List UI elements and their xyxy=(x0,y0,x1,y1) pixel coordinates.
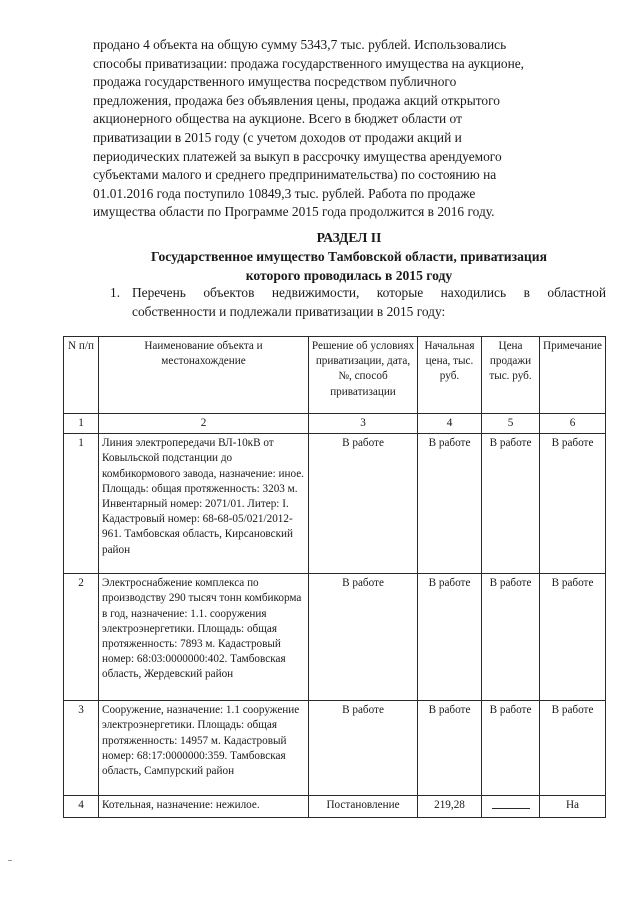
sale-price: В работе xyxy=(482,434,540,574)
object-name: Линия электропередачи ВЛ-10кВ от Ковыльской подстанции до комбикормового завода, назначение: иное. Площадь: общая протяженность: 3203 м. Инвентарный номер: 2071/01. Литер: I. Кадастровый номер: 68-68-05/021/2012-961. Тамбовская область, Кирсановский район xyxy=(99,434,309,574)
table-row xyxy=(64,434,606,574)
sale-price xyxy=(482,796,540,818)
sale-price: В работе xyxy=(482,574,540,701)
column-header: Решение об условиях приватизации, дата, №, способ приватизации xyxy=(309,337,418,414)
scan-mark xyxy=(8,860,12,861)
list-item-text: Перечень объектов недвижимости, которые находились в областной собственности и подлежали приватизации в 2015 году: xyxy=(132,285,606,319)
column-header: Примечание xyxy=(540,337,606,414)
row-number: 2 xyxy=(64,574,99,701)
intro-line: приватизации в 2015 году (с учетом доходов от продажи акций и xyxy=(93,129,462,145)
table-header-row xyxy=(64,337,606,414)
column-number-row xyxy=(64,414,606,434)
start-price: 219,28 xyxy=(418,796,482,818)
object-name: Электроснабжение комплекса по производству 290 тысяч тонн комбикорма в год, назначение: 1.1. сооружения электроэнергетики. Площадь: общая протяженность: 7893 м. Кадастровый номер: 68:03:0000000:402. Тамбовская область, Жердевский район xyxy=(99,574,309,701)
column-number: 4 xyxy=(418,414,482,434)
intro-line: предложения, продажа без объявления цены, продажа акций открытого xyxy=(93,92,500,108)
object-name: Котельная, назначение: нежилое. xyxy=(99,796,309,818)
intro-line: продажа государственного имущества посредством публичного xyxy=(93,74,457,90)
table-row xyxy=(64,574,606,701)
column-number: 5 xyxy=(482,414,540,434)
privatization-decision: В работе xyxy=(309,701,418,796)
note: В работе xyxy=(540,701,606,796)
column-number: 2 xyxy=(99,414,309,434)
note: В работе xyxy=(540,434,606,574)
sale-price: В работе xyxy=(482,701,540,796)
column-header: N п/п xyxy=(64,337,99,414)
section-title-line: Государственное имущество Тамбовской области, приватизация xyxy=(151,249,547,264)
privatization-decision: В работе xyxy=(309,434,418,574)
table-row xyxy=(64,796,606,818)
list-item-number: 1. xyxy=(110,285,121,300)
row-number: 1 xyxy=(64,434,99,574)
intro-line: способы приватизации: продажа государственного имущества на аукционе, xyxy=(93,55,525,71)
start-price: В работе xyxy=(418,701,482,796)
intro-line: продано 4 объекта на общую сумму 5343,7 тыс. рублей. Использовались xyxy=(93,37,507,52)
intro-paragraph xyxy=(93,36,605,222)
note: В работе xyxy=(540,574,606,701)
row-number: 4 xyxy=(64,796,99,818)
object-name: Сооружение, назначение: 1.1 сооружение электроэнергетики. Площадь: общая протяженность: 14957 м. Кадастровый номер: 68:17:0000000:359. Тамбовская область, Сампурский район xyxy=(99,701,309,796)
column-number: 3 xyxy=(309,414,418,434)
privatization-decision: В работе xyxy=(309,574,418,701)
privatization-decision: Постановление xyxy=(309,796,418,818)
intro-line: имущества области по Программе 2015 года продолжится в 2016 году. xyxy=(93,204,495,220)
section-title xyxy=(93,228,605,285)
row-number: 3 xyxy=(64,701,99,796)
section-heading: РАЗДЕЛ II xyxy=(316,230,382,245)
note: На xyxy=(540,796,606,818)
start-price: В работе xyxy=(418,434,482,574)
blank-line xyxy=(492,798,530,809)
table-row xyxy=(64,701,606,796)
intro-line: 01.01.2016 года поступило 10849,3 тыс. рублей. Работа по продаже xyxy=(93,185,476,201)
column-number: 6 xyxy=(540,414,606,434)
section-title-line: которого проводилась в 2015 году xyxy=(245,268,453,283)
intro-line: субъектами малого и среднего предпринимательства) по состоянию на xyxy=(93,167,497,183)
intro-line: периодических платежей за выкуп в рассрочку имущества арендуемого xyxy=(93,148,502,164)
start-price: В работе xyxy=(418,574,482,701)
column-number: 1 xyxy=(64,414,99,434)
column-header: Наименование объекта и местонахождение xyxy=(99,337,309,414)
objects-table xyxy=(63,336,606,818)
intro-line: акционерного общества на аукционе. Всего в бюджет области от xyxy=(93,111,462,127)
column-header: Цена продажи тыс. руб. xyxy=(482,337,540,414)
column-header: Начальная цена, тыс. руб. xyxy=(418,337,482,414)
